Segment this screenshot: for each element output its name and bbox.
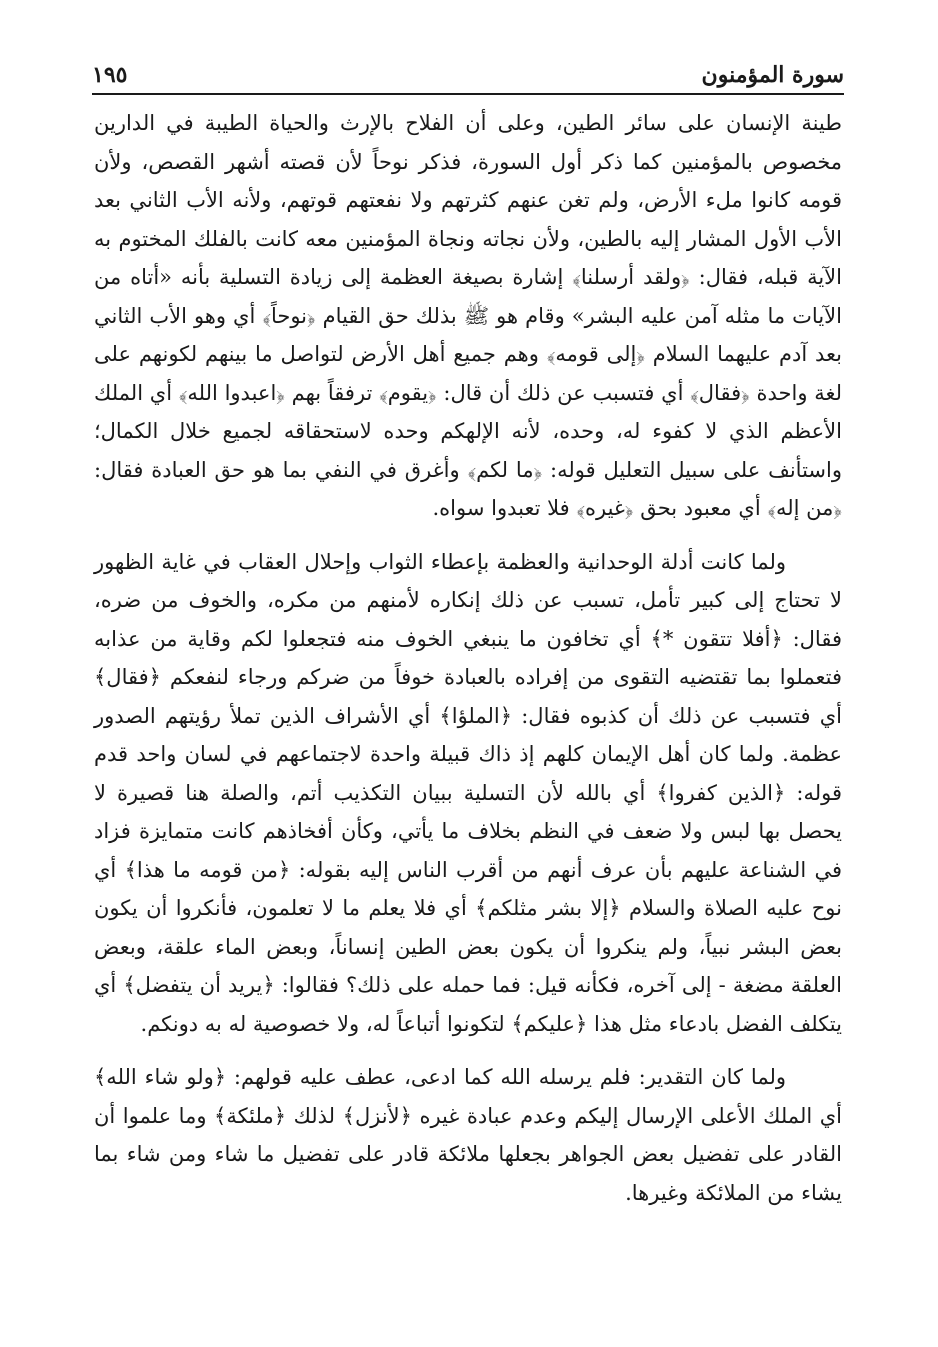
paragraph: طينة الإنسان على سائر الطين، وعلى أن الفلاح بالإرث والحياة الطيبة في الدارين مخصوص بالمؤمنين كما ذكر أول السورة، فذكر نوحاً لأن قصته أشهر القصص، ولأن قومه كانوا ملء الأرض، ولم تغن عنهم كثرتهم ولا نفعتهم قوتهم، ولأنه الأب الثاني بعد الأب الأول المشار إليه بالطين، ولأن نجاته ونجاة المؤمنين معه كانت بالفلك المختوم به الآية قبله، فقال: ﴿ولقد أرسلنا﴾ إشارة بصيغة العظمة إلى زيادة التسلية بأنه «أتاه من الآيات ما مثله آمن عليه البشر» وقام هو ﷺ بذلك حق القيام ﴿نوحاً﴾ أي وهو الأب الثاني بعد آدم عليهما السلام ﴿إلى قومه﴾ وهم جميع أهل الأرض لتواصل ما بينهم لكونهم على لغة واحدة ﴿فقال﴾ أي فتسبب عن ذلك أن قال: ﴿يقوم﴾ ترفقاً بهم ﴿اعبدوا الله﴾ أي الملك الأعظم الذي لا كفوء له، وحده، لأنه الإلهكم وحده لاستحقاقه لجميع خلال الكمال؛ واستأنف على سبيل التعليل قوله: ﴿ما لكم﴾ وأغرق في النفي بما هو حق العبادة فقال: ﴿من إله﴾ أي معبود بحق ﴿غيره﴾ فلا تعبدوا سواه. — [94, 111, 842, 520]
body-text — [94, 104, 842, 1212]
header-divider — [92, 93, 844, 95]
paragraph: ولما كان التقدير: فلم يرسله الله كما ادعى، عطف عليه قولهم: ﴿ولو شاء الله﴾ أي الملك الأعلى الإرسال إليكم وعدم عبادة غيره ﴿لأنزل﴾ لذلك ﴿ملئكة﴾ وما علموا أن القادر على تفضيل بعض الجواهر بجعلها ملائكة قادر على تفضيل ما شاء ومن شاء بما يشاء من الملائكة وغيرها. — [94, 1065, 842, 1205]
page-number: ١٩٥ — [92, 62, 128, 88]
paragraph: ولما كانت أدلة الوحدانية والعظمة بإعطاء الثواب وإحلال العقاب في غاية الظهور لا تحتاج إلى كبير تأمل، تسبب عن ذلك إنكاره لأمنهم من مكره، والخوف من ضره، فقال: ﴿أفلا تتقون *﴾ أي تخافون ما ينبغي الخوف منه فتجعلوا لكم وقاية من عذابه فتعملوا بما تقتضيه التقوى من إفراده بالعبادة خوفاً من ضركم ورجاء لنفعكم ﴿فقال﴾ أي فتسبب عن ذلك أن كذبوه فقال: ﴿الملؤا﴾ أي الأشراف الذين تملأ رؤيتهم الصدور عظمة. ولما كان أهل الإيمان كلهم إذ ذاك قبيلة واحدة لاجتماعهم في لسان واحد قدم قوله: ﴿الذين كفروا﴾ أي بالله لأن التسلية ببيان التكذيب أتم، والصلة هنا قصيرة لا يحصل بها لبس ولا ضعف في النظم بخلاف ما يأتي، وكأن أفخاذهم كانت متمايزة فزاد في الشناعة عليهم بأن عرف أنهم من أقرب الناس إليه بقوله: ﴿من قومه ما هذا﴾ أي نوح عليه الصلاة والسلام ﴿إلا بشر مثلكم﴾ أي فلا يعلم ما لا تعلمون، فأنكروا أن يكون بعض البشر نبياً، ولم ينكروا أن يكون بعض الطين إنساناً، وبعض الماء علقة، وبعض العلقة مضغة - إلى آخره، فكأنه قيل: فما حمله على ذلك؟ فقالوا: ﴿يريد أن يتفضل﴾ أي يتكلف الفضل بادعاء مثل هذا ﴿عليكم﴾ لتكونوا أتباعاً له، ولا خصوصية له به دونكم. — [94, 549, 842, 1036]
surah-title: سورة المؤمنون — [701, 62, 844, 88]
page-header — [92, 52, 844, 92]
